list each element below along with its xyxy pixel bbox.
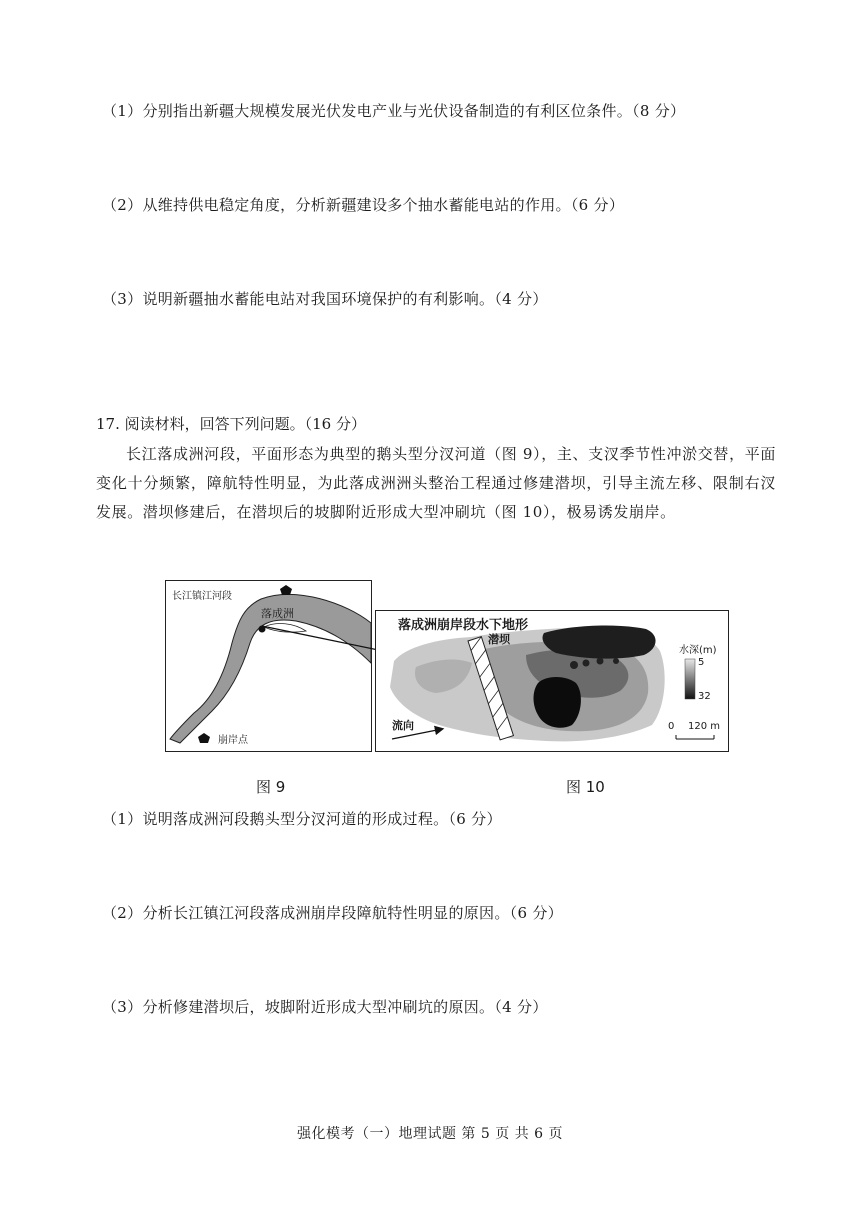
figure-9-map xyxy=(165,580,372,752)
question-17-heading: 17. 阅读材料，回答下列问题。（16 分） xyxy=(96,415,366,433)
question-16-2: （2）从维持供电稳定角度，分析新疆建设多个抽水蓄能电站的作用。（6 分） xyxy=(102,196,625,214)
figure-9-caption: 图 9 xyxy=(256,778,286,796)
depth-legend-title: 水深(m) xyxy=(679,645,717,656)
depth-legend-bar xyxy=(685,659,695,699)
island-label: 落成洲 xyxy=(261,607,294,620)
figure-10-caption: 图 10 xyxy=(566,778,605,796)
depth-min-label: 5 xyxy=(698,657,705,668)
question-16-3: （3）说明新疆抽水蓄能电站对我国环境保护的有利影响。（4 分） xyxy=(102,290,548,308)
figure-9-title: 长江镇江河段 xyxy=(172,591,232,602)
dam-label: 潜坝 xyxy=(488,633,510,646)
question-17-2: （2）分析长江镇江河段落成洲崩岸段障航特性明显的原因。（6 分） xyxy=(102,904,563,922)
figure-10-terrain xyxy=(375,610,729,752)
depth-max-label: 32 xyxy=(698,691,711,702)
page-footer: 强化模考（一）地理试题 第 5 页 共 6 页 xyxy=(296,1126,563,1142)
question-17-material xyxy=(96,440,776,527)
flow-label: 流向 xyxy=(392,719,414,732)
scale-zero-label: 0 xyxy=(668,721,675,732)
question-16-1: （1）分别指出新疆大规模发展光伏发电产业与光伏设备制造的有利区位条件。（8 分） xyxy=(102,102,686,120)
collapse-point-marker xyxy=(280,585,292,595)
material-paragraph: 长江落成洲河段，平面形态为典型的鹅头型分汊河道（图 9），主、支汊季节性冲淤交替，平面变化十分频繁，障航特性明显，为此落成洲洲头整治工程通过修建潜坝，引导主流左移、限制右汊发展。潜坝修建后，在潜坝后的坡脚附近形成大型冲刷坑（图 10），极易诱发崩岸。 xyxy=(96,445,776,521)
scale-label: 120 m xyxy=(688,721,721,732)
legend-marker xyxy=(198,733,210,743)
question-17-3: （3）分析修建潜坝后，坡脚附近形成大型冲刷坑的原因。（4 分） xyxy=(102,998,548,1016)
terrain-deep-top xyxy=(543,626,656,659)
legend-label: 崩岸点 xyxy=(218,735,248,746)
question-17-1: （1）说明落成洲河段鹅头型分汊河道的形成过程。（6 分） xyxy=(102,810,502,828)
figure-10-title: 落成洲崩岸段水下地形 xyxy=(398,618,529,633)
